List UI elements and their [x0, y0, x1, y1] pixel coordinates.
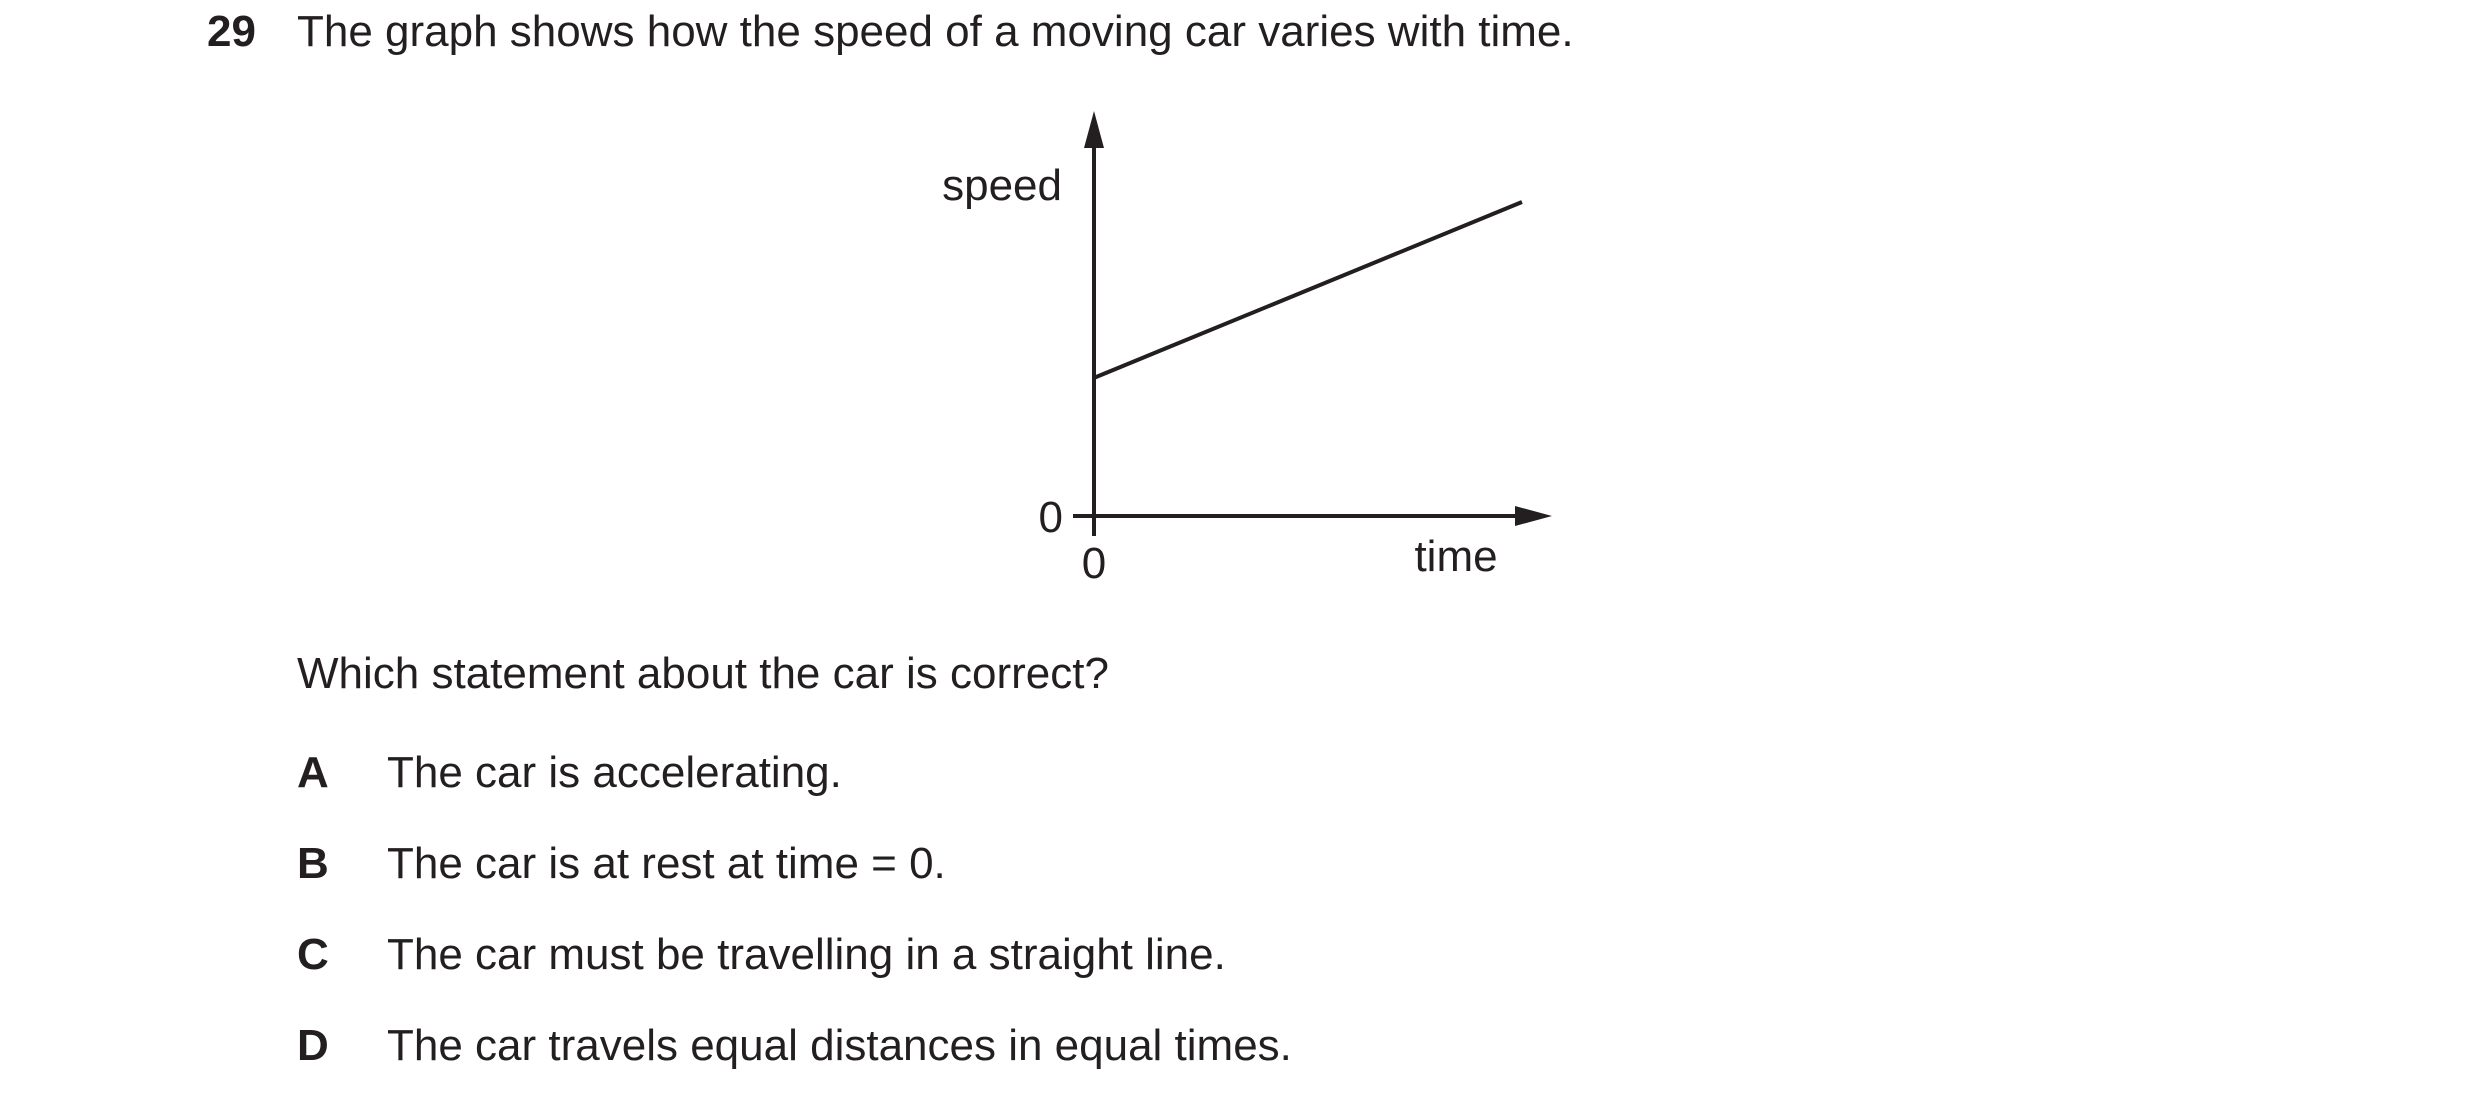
option-text: The car travels equal distances in equal times.	[387, 1021, 1292, 1070]
speed-line	[1094, 202, 1522, 378]
question-prompt: Which statement about the car is correct?	[297, 649, 1109, 698]
x-axis-arrowhead	[1515, 506, 1552, 526]
option-text: The car must be travelling in a straight line.	[387, 930, 1226, 979]
y-axis-arrowhead	[1084, 111, 1104, 148]
option-letter: A	[297, 748, 329, 797]
y-axis-label: speed	[942, 161, 1062, 210]
option-text: The car is accelerating.	[387, 748, 842, 797]
question-number: 29	[207, 7, 256, 56]
option-letter: C	[297, 930, 329, 979]
option-letter: B	[297, 839, 329, 888]
x-axis-label: time	[1414, 532, 1498, 581]
y-origin-label: 0	[1038, 493, 1063, 542]
option-text: The car is at rest at time = 0.	[387, 839, 946, 888]
question-text: The graph shows how the speed of a moving car varies with time.	[297, 7, 1574, 56]
option-letter: D	[297, 1021, 329, 1070]
x-origin-label: 0	[1081, 539, 1107, 588]
